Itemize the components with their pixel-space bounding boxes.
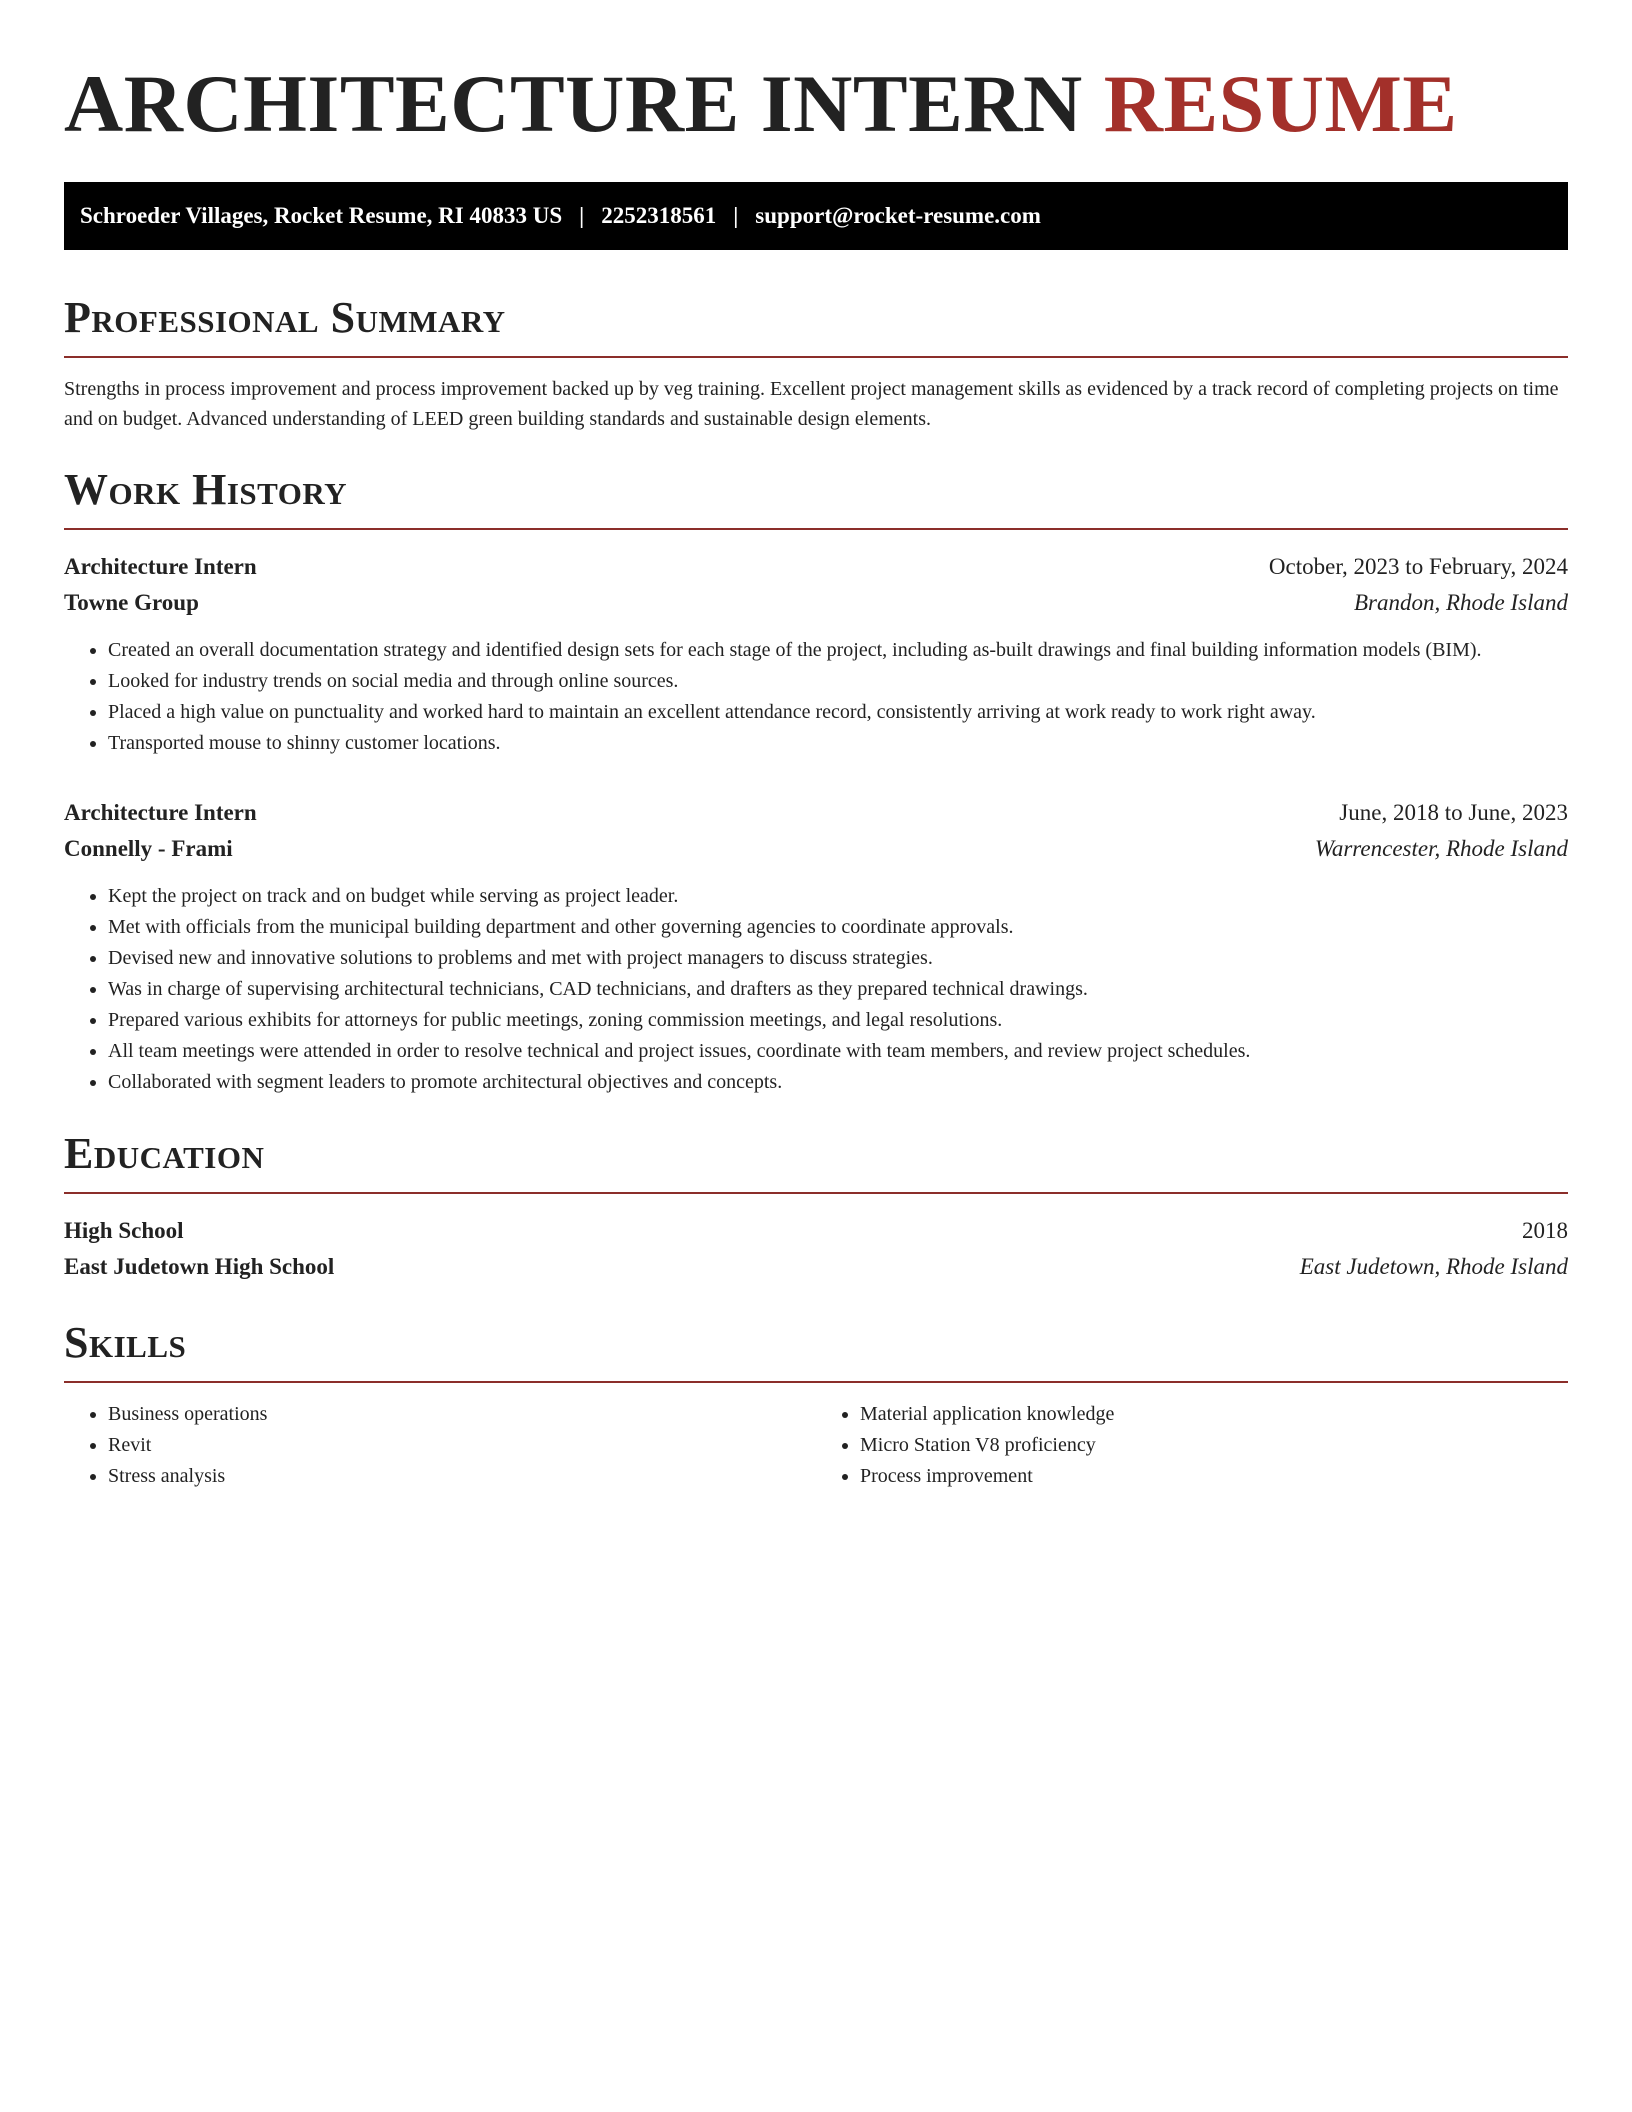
skill-item: • Stress analysis [108, 1461, 816, 1492]
work-history-heading: Work History [64, 465, 348, 514]
skills-grid [64, 1399, 1568, 1492]
job-bullet: • Was in charge of supervising architectural technicians, CAD technicians, and drafters as they prepared technical drawings. [108, 974, 1568, 1005]
skills-heading: Skills [64, 1318, 187, 1367]
job-bullet: • Devised new and innovative solutions to problems and met with project managers to discuss strategies. [108, 943, 1568, 974]
contact-separator: | [579, 203, 585, 228]
job-location: Brandon, Rhode Island [1353, 590, 1568, 615]
education-heading: Education [64, 1129, 265, 1178]
job-title: Architecture Intern [64, 800, 257, 825]
resume-title [64, 0, 1568, 150]
job-entry [64, 795, 1568, 1098]
job-bullets [64, 635, 1568, 759]
title-accent: RESUME [1103, 58, 1458, 149]
section-divider [64, 1381, 1568, 1383]
job-bullets [64, 881, 1568, 1098]
contact-address: Schroeder Villages, Rocket Resume, RI 40833 US [80, 203, 563, 228]
job-bullet: • Met with officials from the municipal building department and other governing agencies to coordinate approvals. [108, 912, 1568, 943]
summary-heading: Professional Summary [64, 293, 506, 342]
contact-bar [64, 182, 1568, 250]
job-location: Warrencester, Rhode Island [1314, 836, 1568, 861]
section-divider [64, 1192, 1568, 1194]
job-dates: June, 2018 to June, 2023 [1339, 800, 1568, 825]
job-bullet: • All team meetings were attended in order to resolve technical and project issues, coordinate with team members, and review project schedules. [108, 1036, 1568, 1067]
job-bullet: • Placed a high value on punctuality and worked hard to maintain an excellent attendance record, consistently arriving at work ready to work right away. [108, 697, 1568, 728]
contact-separator: | [733, 203, 739, 228]
education-degree: High School [64, 1218, 184, 1243]
education-entry [64, 1213, 1568, 1285]
job-dates: October, 2023 to February, 2024 [1268, 554, 1568, 579]
education-header-row [64, 1213, 1568, 1249]
job-entry [64, 549, 1568, 759]
job-header-row [64, 549, 1568, 585]
job-header-row [64, 795, 1568, 831]
skill-item: • Material application knowledge [860, 1399, 1568, 1430]
education-section [64, 1128, 1568, 1285]
education-school: East Judetown High School [64, 1254, 335, 1279]
skill-item: • Micro Station V8 proficiency [860, 1430, 1568, 1461]
summary-text: Strengths in process improvement and process improvement backed up by veg training. Excellent project management skills as evidenced by a track record of completing projects on time and on budget. Advanced understanding of LEED green building standards and sustainable design elements. [64, 378, 1559, 430]
section-divider [64, 528, 1568, 530]
summary-section [64, 292, 1568, 434]
skills-column-right [816, 1399, 1568, 1492]
skills-section [64, 1317, 1568, 1492]
job-bullet: • Prepared various exhibits for attorneys for public meetings, zoning commission meetings, and legal resolutions. [108, 1005, 1568, 1036]
job-bullet: • Looked for industry trends on social media and through online sources. [108, 666, 1568, 697]
job-bullet: • Kept the project on track and on budget while serving as project leader. [108, 881, 1568, 912]
job-bullet: • Transported mouse to shinny customer locations. [108, 728, 1568, 759]
skill-item: • Process improvement [860, 1461, 1568, 1492]
contact-email: support@rocket-resume.com [755, 203, 1041, 228]
job-bullet: • Created an overall documentation strategy and identified design sets for each stage of the project, including as-built drawings and final building information models (BIM). [108, 635, 1568, 666]
section-divider [64, 356, 1568, 358]
job-bullet: • Collaborated with segment leaders to promote architectural objectives and concepts. [108, 1067, 1568, 1098]
skills-column-left [64, 1399, 816, 1492]
education-year: 2018 [1522, 1218, 1568, 1243]
work-history-section [64, 464, 1568, 1098]
job-company-row [64, 585, 1568, 621]
education-school-row [64, 1249, 1568, 1285]
title-main: ARCHITECTURE INTERN [64, 58, 1083, 149]
job-title: Architecture Intern [64, 554, 257, 579]
skill-item: • Revit [108, 1430, 816, 1461]
education-location: East Judetown, Rhode Island [1299, 1254, 1568, 1279]
job-company: Connelly - Frami [64, 836, 233, 861]
skill-item: • Business operations [108, 1399, 816, 1430]
job-company: Towne Group [64, 590, 199, 615]
job-company-row [64, 831, 1568, 867]
contact-phone: 2252318561 [601, 203, 717, 228]
